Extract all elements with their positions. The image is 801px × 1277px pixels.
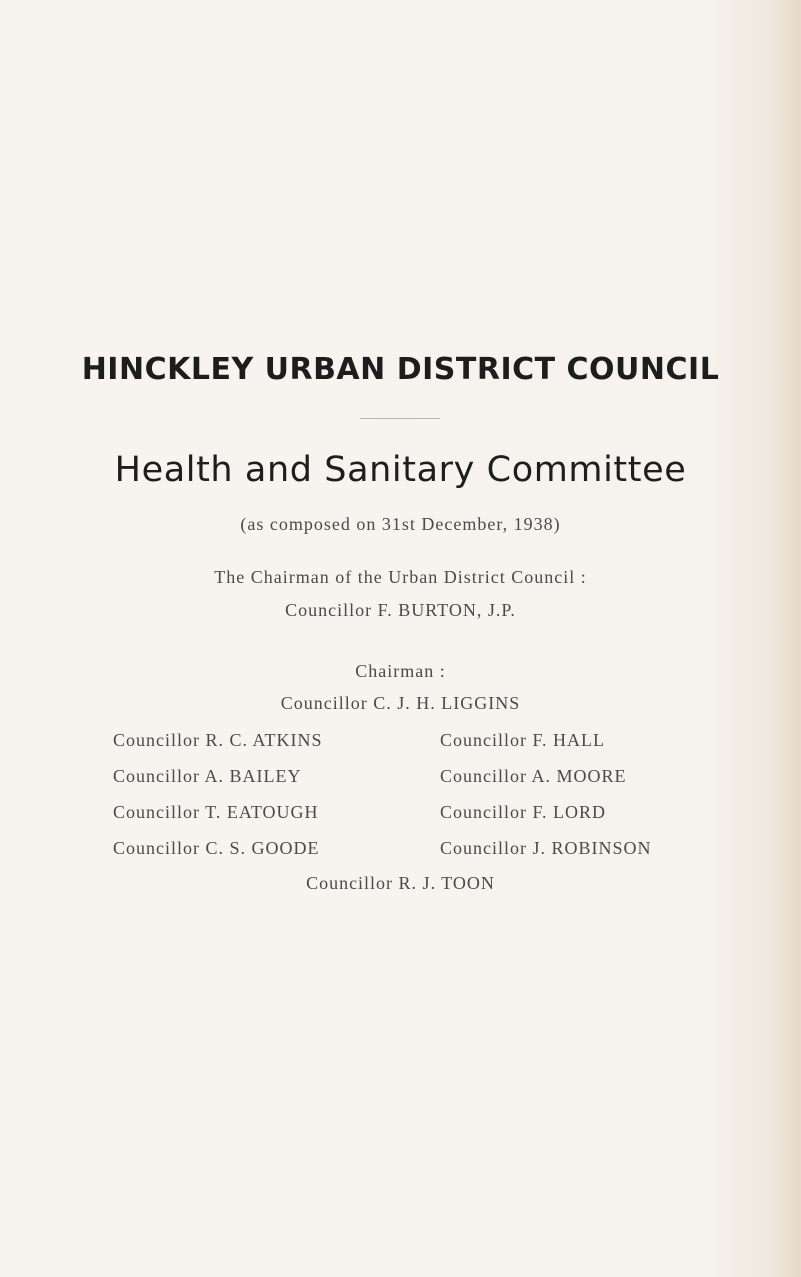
member-final: Councillor R. J. TOON — [306, 873, 495, 893]
ex-officio-label: The Chairman of the Urban District Council : — [214, 567, 587, 587]
divider — [360, 418, 440, 419]
chairman-name: Councillor C. J. H. LIGGINS — [280, 693, 521, 713]
member-right-4: Councillor J. ROBINSON — [440, 838, 652, 858]
member-right-3: Councillor F. LORD — [440, 802, 607, 822]
member-left-1: Councillor R. C. ATKINS — [113, 730, 323, 750]
committee-title: Health and Sanitary Committee — [114, 450, 687, 490]
member-right-2: Councillor A. MOORE — [440, 766, 627, 786]
member-right-1: Councillor F. HALL — [440, 730, 606, 750]
member-left-3: Councillor T. EATOUGH — [113, 802, 319, 822]
member-left-2: Councillor A. BAILEY — [113, 766, 302, 786]
ex-officio-name: Councillor F. BURTON, J.P. — [285, 600, 516, 620]
committee-subtitle: (as composed on 31st December, 1938) — [240, 514, 561, 534]
member-left-4: Councillor C. S. GOODE — [113, 838, 320, 858]
council-heading: HINCKLEY URBAN DISTRICT COUNCIL — [81, 352, 720, 387]
chairman-label: Chairman : — [355, 661, 446, 681]
